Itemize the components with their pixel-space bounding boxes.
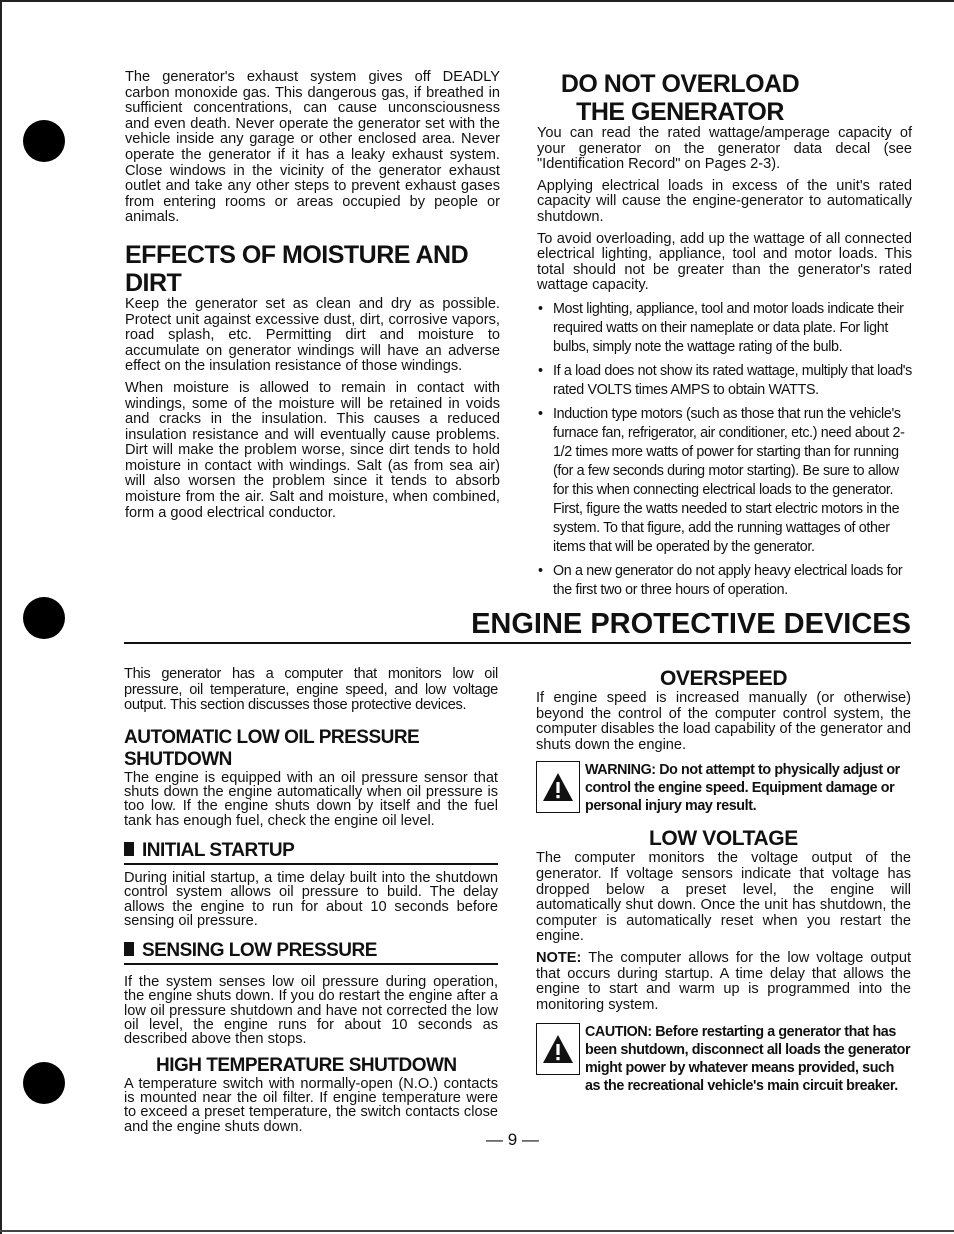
protective-intro-paragraph: This generator has a computer that monitors low oil pressure, oil temperature, engine speed, and low voltage output. This section discusses those protective devices. — [124, 666, 498, 714]
page-number: — 9 — — [486, 1130, 539, 1149]
list-item: • Most lighting, appliance, tool and motor loads indicate their required watts on their nameplate or data plate. For light bulbs, simply note the wattage rating of the bulb. — [538, 300, 904, 355]
square-bullet-icon — [124, 942, 134, 956]
sensing-low-pressure-paragraph: If the system senses low oil pressure during operation, the engine shuts down. If you do restart the engine after a low oil pressure shutdown and have not corrected the low oil level, the engine runs for about 10 seconds as described above then stops. — [124, 974, 498, 1048]
list-item: • If a load does not show its rated wattage, multiply that load's rated VOLTS times AMPS to obtain WATTS. — [538, 362, 912, 398]
binder-hole-middle — [23, 597, 65, 639]
left-top-column — [125, 70, 500, 521]
overspeed-heading: OVERSPEED — [660, 667, 788, 690]
high-temperature-heading: HIGH TEMPERATURE SHUTDOWN — [156, 1054, 457, 1076]
caution-notice — [536, 1023, 911, 1095]
oil-pressure-heading: AUTOMATIC LOW OIL PRESSURE SHUTDOWN — [124, 726, 420, 770]
oil-pressure-paragraph: The engine is equipped with an oil pressure sensor that shuts down the engine automatically when oil pressure is too low. If the engine shuts down by itself and the fuel tank has enough fuel, check the engine oil level. — [124, 769, 498, 829]
low-voltage-paragraph: The computer monitors the voltage output of the generator. If voltage sensors indicate that voltage has dropped below a preset level, the engine will automatically shut down. Once the unit has shutdown, the computer is automatically reset when you restart the engine. — [536, 850, 911, 945]
note-text: The computer allows for the low voltage output that occurs during startup. A time delay that allows the engine to start and warm up is programmed into the monitoring system. — [536, 949, 911, 1013]
note-label: NOTE: — [536, 949, 582, 966]
overspeed-paragraph: If engine speed is increased manually (or otherwise) beyond the control of the computer control system, the computer disables the load capability of the generator and shuts down the engine. — [536, 690, 911, 753]
moisture-paragraph-2: When moisture is allowed to remain in contact with windings, some of the moisture will be retained in voids and cracks in the insulation. This causes a reduced insulation resistance and will eventually cause problems. Dirt will make the problem worse, since dirt tends to hold moisture in contact with windings. Salt (as from sea air) will also worsen the problem since it tends to absorb moisture from the air. Salt and moisture, when combined, form a good electrical conductor. — [125, 379, 500, 521]
right-bottom-column — [536, 667, 911, 1095]
binder-hole-top — [23, 120, 65, 162]
caution-triangle-icon — [536, 1023, 580, 1075]
overload-paragraph-1: You can read the rated wattage/amperage capacity of your generator on the generator data decal (see "Identification Record" on Pages 2-3). — [537, 125, 912, 173]
exhaust-warning-paragraph: The generator's exhaust system gives off DEADLY carbon monoxide gas. This dangerous gas, if breathed in sufficient concentrations, can cause unconsciousness and even death. Never operate the generator set with the vehicle inside any garage or other enclosed area. Never operate the generator if it has a leaky exhaust system. Close windows in the vicinity of the generator exhaust outlet and take any other steps to prevent exhaust gases from entering rooms or areas occupied by people or animals. — [125, 69, 500, 226]
sensing-low-pressure-heading: SENSING LOW PRESSURE — [124, 940, 498, 965]
overload-heading-line2: THE GENERATOR — [576, 98, 784, 126]
left-bottom-column — [124, 667, 498, 1134]
caution-text: CAUTION: Before restarting a generator that has been shutdown, disconnect all loads the generator might power by whatever means provided, such as the recreational vehicle's main circuit breaker. — [585, 1024, 911, 1095]
section-title-engine-protective-devices: ENGINE PROTECTIVE DEVICES — [124, 606, 911, 644]
overload-paragraph-3: To avoid overloading, add up the wattage of all connected electrical lighting, appliance, tool and motor loads. This total should not be greater than the generator's rated wattage capacity. — [537, 230, 912, 294]
warning-text: WARNING: Do not attempt to physically adjust or control the engine speed. Equipment damage or personal injury may result. — [585, 762, 900, 815]
overload-heading-line1: DO NOT OVERLOAD — [560, 70, 800, 98]
list-item: • On a new generator do not apply heavy electrical loads for the first two or three hours of operation. — [538, 562, 903, 598]
overload-heading — [537, 70, 823, 126]
warning-notice — [536, 761, 911, 815]
page-border-bottom — [0, 1230, 954, 1232]
square-bullet-icon — [124, 842, 134, 856]
moisture-paragraph-1: Keep the generator set as clean and dry as possible. Protect unit against excessive dust, dirt, corrosive vapors, road splash, etc. Permitting dirt and moisture to accumulate on generator windings will have an adverse effect on the insulation resistance of those windings. — [125, 295, 500, 375]
initial-startup-paragraph: During initial startup, a time delay built into the shutdown control system allows oil pressure to build. The delay allows the engine to run for about 10 seconds before sensing oil pressure. — [124, 869, 498, 929]
moisture-heading: EFFECTS OF MOISTURE AND DIRT — [125, 240, 469, 297]
right-top-column — [537, 70, 912, 605]
list-item: • Induction type motors (such as those that run the vehicle's furnace fan, refrigerator, air conditioner, etc.) need about 2-1/2 times more watts of power for starting than for running (for a few seconds during motor starting). Be sure to allow for this when connecting electrical loads to the generator. First, figure the watts needed to start electric motors in the system. To that figure, add the running wattages of other items that will be operated by the generator. — [538, 405, 905, 555]
page-border-top — [0, 0, 954, 2]
overload-paragraph-2: Applying electrical loads in excess of the unit's rated capacity will cause the engine-generator to automatically shutdown. — [537, 177, 912, 225]
binder-hole-bottom — [23, 1062, 65, 1104]
page-border-left — [0, 0, 2, 1234]
low-voltage-note — [536, 951, 911, 1013]
high-temperature-paragraph: A temperature switch with normally-open (N.O.) contacts is mounted near the oil filter. If engine temperature were to exceed a preset temperature, the switch contacts close and the engine shuts down. — [124, 1075, 498, 1135]
load-bullet-list — [537, 300, 912, 600]
low-voltage-heading: LOW VOLTAGE — [649, 827, 798, 851]
initial-startup-heading: INITIAL STARTUP — [124, 840, 498, 865]
warning-triangle-icon — [536, 761, 580, 813]
